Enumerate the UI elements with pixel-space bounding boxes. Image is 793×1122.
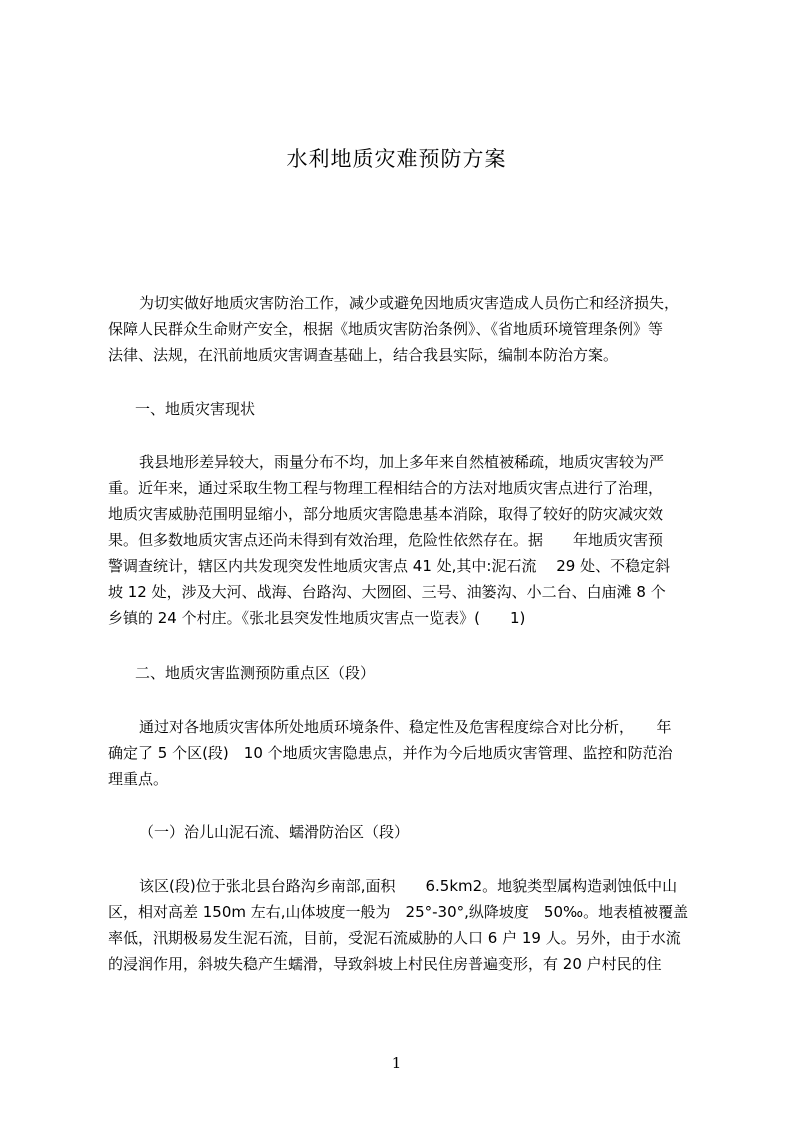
section-2-line-1: 通过对各地质灾害体所处地质环境条件、稳定性及危害程度综合对比分析， 年 [139, 718, 672, 736]
intro-line-3: 法律、法规，在汛前地质灾害调查基础上，结合我县实际，编制本防治方案。 [108, 346, 619, 364]
subsection-1-line-3: 率低，汛期极易发生泥石流，目前，受泥石流威胁的人口 6 户 19 人。另外，由于水流 [108, 929, 681, 947]
section-1-line-2: 重。近年来，通过采取生物工程与物理工程相结合的方法对地质灾害点进行了治理， [108, 479, 664, 497]
page-number: 1 [391, 1054, 402, 1072]
subsection-1-line-2: 区，相对高差 150m 左右,山体坡度一般为 25°-30°,纵降坡度 50‰。地表植被覆盖 [108, 903, 689, 921]
section-1-line-7: 乡镇的 24 个村庄。《张北县突发性地质灾害点一览表》( 1) [108, 609, 526, 627]
section-1-line-1: 我县地形差异较大，雨量分布不均，加上多年来自然植被稀疏，地质灾害较为严 [139, 453, 665, 471]
section-2-line-2: 确定了 5 个区(段) 10 个地质灾害隐患点，并作为今后地质灾害管理、监控和防范治 [108, 744, 673, 762]
section-1-heading: 一、地质灾害现状 [135, 400, 256, 418]
section-1-line-3: 地质灾害威胁范围明显缩小，部分地质灾害隐患基本消除，取得了较好的防灾减灾效 [108, 505, 664, 523]
page-title: 水利地质灾难预防方案 [286, 147, 507, 171]
intro-line-1: 为切实做好地质灾害防治工作，减少或避免因地质灾害造成人员伤亡和经济损失， [139, 294, 680, 312]
subsection-1-line-4: 的浸润作用，斜坡失稳产生蠕滑，导致斜坡上村民住房普遍变形，有 20 户村民的住 [108, 955, 662, 973]
section-2-line-3: 理重点。 [108, 770, 169, 788]
section-1-line-4: 果。但多数地质灾害点还尚未得到有效治理，危险性依然存在。据 年地质灾害预 [108, 531, 664, 549]
section-2-heading: 二、地质灾害监测预防重点区（段） [135, 664, 376, 682]
subsection-1-heading: （一）治儿山泥石流、蠕滑防治区（段） [139, 823, 410, 841]
section-1-line-6: 坡 12 处，涉及大河、战海、台路沟、大囫囵、三号、油篓沟、小二台、白庙滩 8 个 [108, 583, 666, 601]
section-1-line-5: 警调查统计，辖区内共发现突发性地质灾害点 41 处,其中:泥石流 29 处、不稳定斜 [108, 557, 671, 575]
intro-line-2: 保障人民群众生命财产安全，根据《地质灾害防治条例》、《省地质环境管理条例》等 [108, 320, 664, 338]
subsection-1-line-1: 该区(段)位于张北县台路沟乡南部,面积 6.5km2。地貌类型属构造剥蚀低中山 [139, 877, 678, 895]
